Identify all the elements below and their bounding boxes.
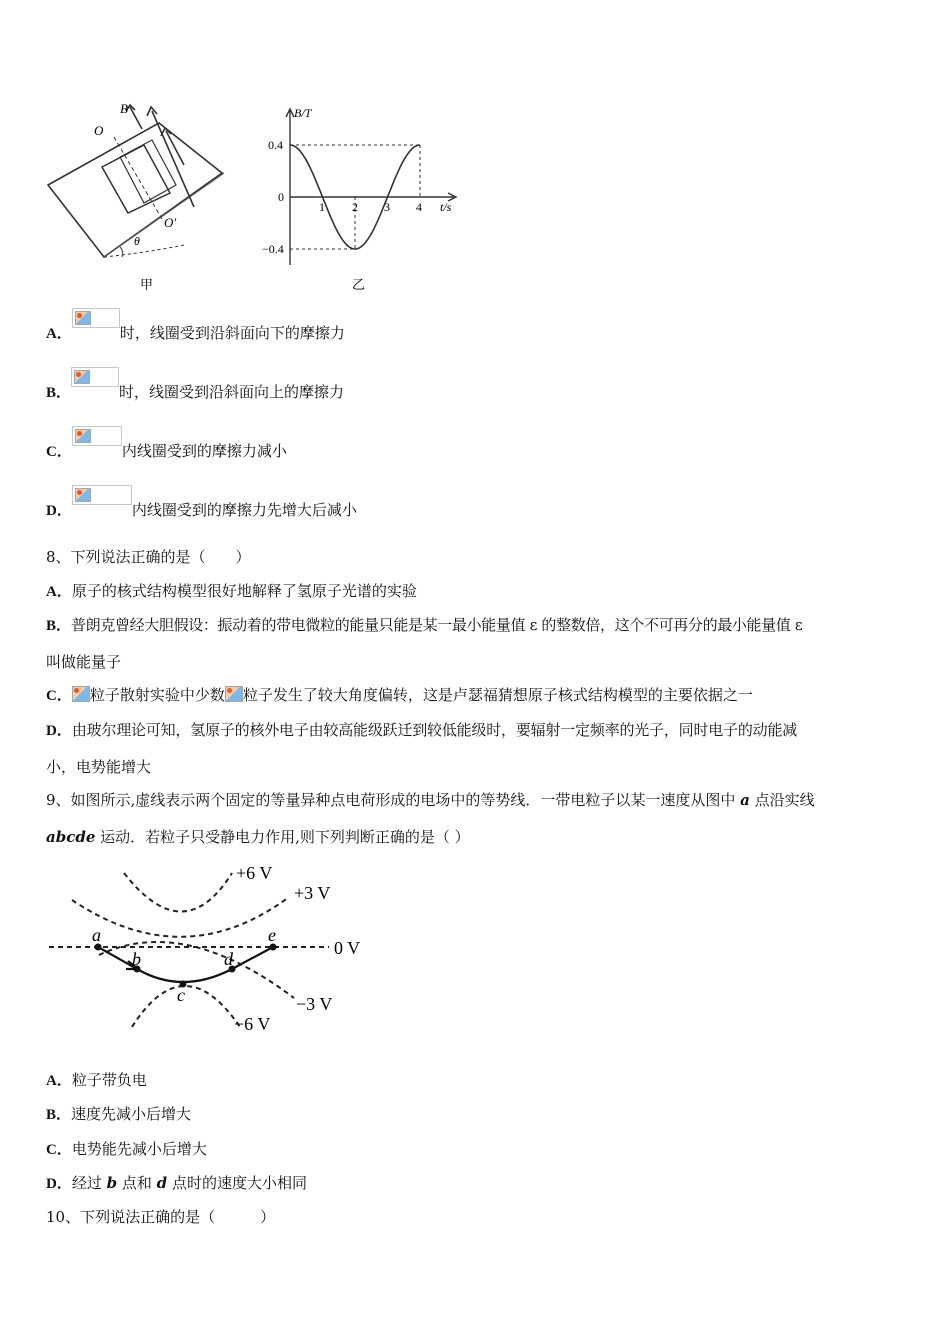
option-text: 粒子带负电 — [71, 1071, 147, 1089]
option-label: A． — [46, 326, 72, 342]
option-text: 粒子散射实验中少数 — [89, 686, 225, 704]
q8-option-a — [46, 580, 417, 601]
caption-yi: 乙 — [352, 277, 366, 292]
option-label: B． — [46, 1107, 72, 1123]
alpha-image-icon — [225, 686, 243, 702]
figure-coil-and-graph — [44, 95, 464, 300]
x-tick-2: 2 — [352, 200, 358, 214]
option-text: 时，线圈受到沿斜面向上的摩擦力 — [119, 383, 345, 401]
label-B: B — [120, 101, 128, 116]
particle-path — [98, 947, 273, 982]
broken-image-icon — [72, 308, 120, 328]
option-text: 由玻尔理论可知，氢原子的核外电子由较高能级跃迁到较低能级时，要辐射一定频率的光子，同时电子的动能减 — [71, 721, 798, 739]
y-tick-zero: 0 — [278, 190, 284, 204]
option-label: A． — [46, 1073, 72, 1089]
q9-stem-line2 — [46, 826, 470, 847]
y-tick-max: 0.4 — [268, 138, 283, 152]
q7-option-a — [46, 322, 345, 343]
q8-option-d — [46, 719, 797, 740]
label-O: O — [94, 123, 104, 138]
q9-option-a — [46, 1069, 147, 1090]
option-label: C． — [46, 444, 72, 460]
potential-zero: 0 V — [334, 938, 361, 958]
option-text: 粒子发生了较大角度偏转，这是卢瑟福猜想原子核式结构模型的主要依据之一 — [242, 686, 753, 704]
x-tick-3: 3 — [384, 200, 390, 214]
q8-option-d-cont: 小，电势能增大 — [46, 758, 152, 776]
potential-plus3: +3 V — [294, 883, 331, 903]
q7-option-b — [46, 381, 344, 402]
point-b: b — [132, 949, 141, 969]
option-text: 内线圈受到的摩擦力减小 — [121, 442, 287, 460]
option-label: D． — [46, 1176, 72, 1192]
option-text: 经过 — [71, 1174, 107, 1192]
q9-text: 9、如图所示,虚线表示两个固定的等量异种点电荷形成的电场中的等势线．一带电粒子以某一速度从图中 — [46, 791, 741, 809]
option-label: C． — [46, 688, 72, 704]
option-text: 原子的核式结构模型很好地解释了氢原子光谱的实验 — [71, 582, 417, 600]
q9-option-c — [46, 1138, 207, 1159]
q9-stem-line1 — [46, 789, 815, 810]
equipotential-plus3 — [72, 897, 289, 937]
figure-equipotential — [44, 855, 384, 1040]
q8-option-b — [46, 614, 802, 635]
option-text: 时，线圈受到沿斜面向下的摩擦力 — [119, 324, 345, 342]
x-tick-1: 1 — [319, 200, 325, 214]
q7-option-d — [46, 499, 357, 520]
point-a: a — [92, 925, 101, 945]
point-c: c — [177, 985, 185, 1005]
bt-graph — [286, 109, 456, 265]
q9-text: 运动．若粒子只受静电力作用,则下列判断正确的是（ ） — [95, 828, 470, 846]
q8-option-b-cont: 叫做能量子 — [46, 653, 122, 671]
broken-image-icon — [71, 367, 119, 387]
point-d: d — [224, 949, 233, 969]
q8-option-c — [46, 684, 753, 705]
q7-option-c — [46, 440, 287, 461]
option-label: B． — [46, 385, 72, 401]
option-text: 电势能先减小后增大 — [71, 1140, 207, 1158]
potential-minus6: −6 V — [234, 1014, 271, 1034]
alpha-image-icon — [72, 686, 90, 702]
option-label: D． — [46, 723, 72, 739]
option-label: B． — [46, 618, 72, 634]
y-axis-label: B/T — [294, 106, 312, 120]
label-theta: θ — [134, 234, 140, 248]
option-text: 点时的速度大小相同 — [167, 1174, 307, 1192]
option-label: D． — [46, 503, 72, 519]
var-b: b — [106, 1174, 118, 1192]
broken-image-icon — [72, 426, 122, 446]
option-label: A． — [46, 584, 72, 600]
q10-stem: 10、下列说法正确的是（ ） — [46, 1208, 276, 1226]
q9-option-d — [46, 1172, 307, 1193]
potential-minus3: −3 V — [296, 994, 333, 1014]
x-axis-label: t/s — [440, 200, 452, 214]
var-abcde: abcde — [46, 828, 96, 846]
point-e: e — [268, 925, 276, 945]
x-tick-4: 4 — [416, 200, 422, 214]
equipotential-plus6 — [124, 873, 232, 912]
caption-jia: 甲 — [140, 277, 154, 292]
option-text: 点和 — [117, 1174, 157, 1192]
option-text: 内线圈受到的摩擦力先增大后减小 — [131, 501, 357, 519]
broken-image-icon — [72, 485, 132, 505]
y-tick-min: −0.4 — [262, 242, 284, 256]
q9-text: 点沿实线 — [749, 791, 815, 809]
potential-plus6: +6 V — [236, 863, 273, 883]
q9-option-b — [46, 1103, 191, 1124]
option-text: 速度先减小后增大 — [71, 1105, 192, 1123]
var-a: a — [740, 791, 750, 809]
equipotential-minus6 — [132, 986, 240, 1027]
q8-stem: 8、下列说法正确的是（ ） — [46, 548, 251, 566]
label-O-prime: O′ — [164, 215, 177, 230]
option-label: C． — [46, 1142, 72, 1158]
var-d: d — [156, 1174, 168, 1192]
option-text: 普朗克曾经大胆假设：振动着的带电微粒的能量只能是某一最小能量值 ε 的整数倍，这个不可再分的最小能量值 ε — [71, 616, 803, 634]
